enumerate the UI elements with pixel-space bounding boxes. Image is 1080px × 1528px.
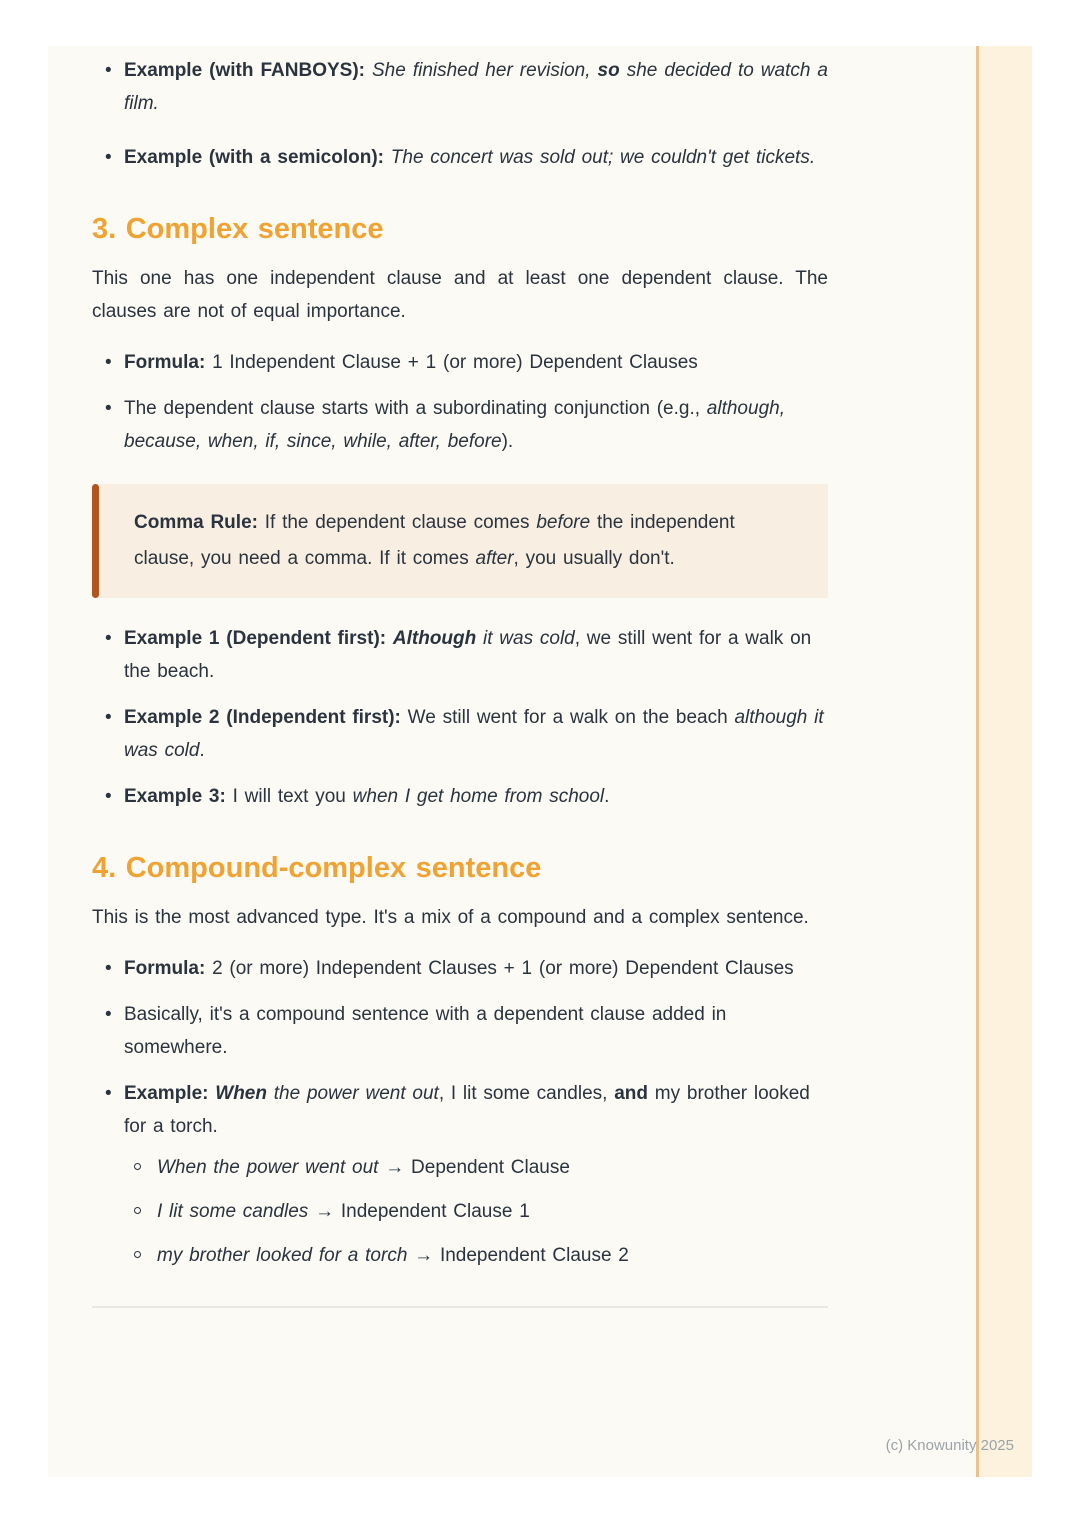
list-item-formula <box>92 952 828 985</box>
list-item-basically <box>92 998 828 1064</box>
comma-rule-callout <box>92 484 828 598</box>
bullet-text: Basically, it's a compound sentence with a dependent clause added in somewhere. <box>124 1004 727 1058</box>
right-margin-stripe <box>976 46 1032 1477</box>
section-3-intro: This one has one independent clause and at least one dependent clause. The clauses are not of equal importance. <box>92 268 828 322</box>
list-item-subordinating-conjunction <box>92 392 828 458</box>
bullet-text: The dependent clause starts with a subordinating conjunction (e.g., although, because, when, if, since, while, after, before). <box>124 398 785 452</box>
sub-list-item-dependent-clause <box>124 1151 828 1184</box>
bullet-text: Example (with FANBOYS): She finished her revision, so she decided to watch a film. <box>124 60 829 114</box>
list-item-fanboys-example <box>92 54 828 120</box>
section-3-rule-list <box>92 346 828 458</box>
section-3-example-list <box>92 622 828 813</box>
document-content <box>92 54 828 1308</box>
list-item-example-1 <box>92 622 828 688</box>
bullet-text: Example 2 (Independent first): We still went for a walk on the beach although it was cold. <box>124 707 824 761</box>
copyright-watermark: (c) Knowunity 2025 <box>885 1437 1014 1454</box>
section-divider <box>92 1306 828 1308</box>
list-item-formula <box>92 346 828 379</box>
list-item-semicolon-example <box>92 141 828 174</box>
clause-breakdown-list <box>124 1151 828 1272</box>
list-item-example-3 <box>92 780 828 813</box>
section-4-list <box>92 952 828 1272</box>
section-3-heading: 3. Complex sentence <box>92 213 384 245</box>
bullet-text: When the power went out → Dependent Clause <box>157 1157 570 1178</box>
list-item-example-2 <box>92 701 828 767</box>
bullet-text: Formula: 2 (or more) Independent Clauses + 1 (or more) Dependent Clauses <box>124 958 794 979</box>
sub-list-item-independent-clause-2 <box>124 1239 828 1272</box>
callout-text: Comma Rule: If the dependent clause comes before the independent clause, you need a comma. If it comes after, you usually don't. <box>134 512 735 569</box>
intro-example-list <box>92 54 828 174</box>
bullet-text: Example: When the power went out, I lit some candles, and my brother looked for a torch. <box>124 1083 810 1137</box>
bullet-text: my brother looked for a torch → Independent Clause 2 <box>157 1245 629 1266</box>
bullet-text: Example 3: I will text you when I get home from school. <box>124 786 610 807</box>
list-item-example <box>92 1077 828 1272</box>
section-4-heading: 4. Compound-complex sentence <box>92 852 542 884</box>
section-4-intro: This is the most advanced type. It's a mix of a compound and a complex sentence. <box>92 907 809 928</box>
sub-list-item-independent-clause-1 <box>124 1195 828 1228</box>
bullet-text: Formula: 1 Independent Clause + 1 (or more) Dependent Clauses <box>124 352 698 373</box>
bullet-text: I lit some candles → Independent Clause 1 <box>157 1201 530 1222</box>
document-page <box>48 46 1032 1477</box>
bullet-text: Example (with a semicolon): The concert was sold out; we couldn't get tickets. <box>124 147 816 168</box>
bullet-text: Example 1 (Dependent first): Although it was cold, we still went for a walk on the beach. <box>124 628 812 682</box>
